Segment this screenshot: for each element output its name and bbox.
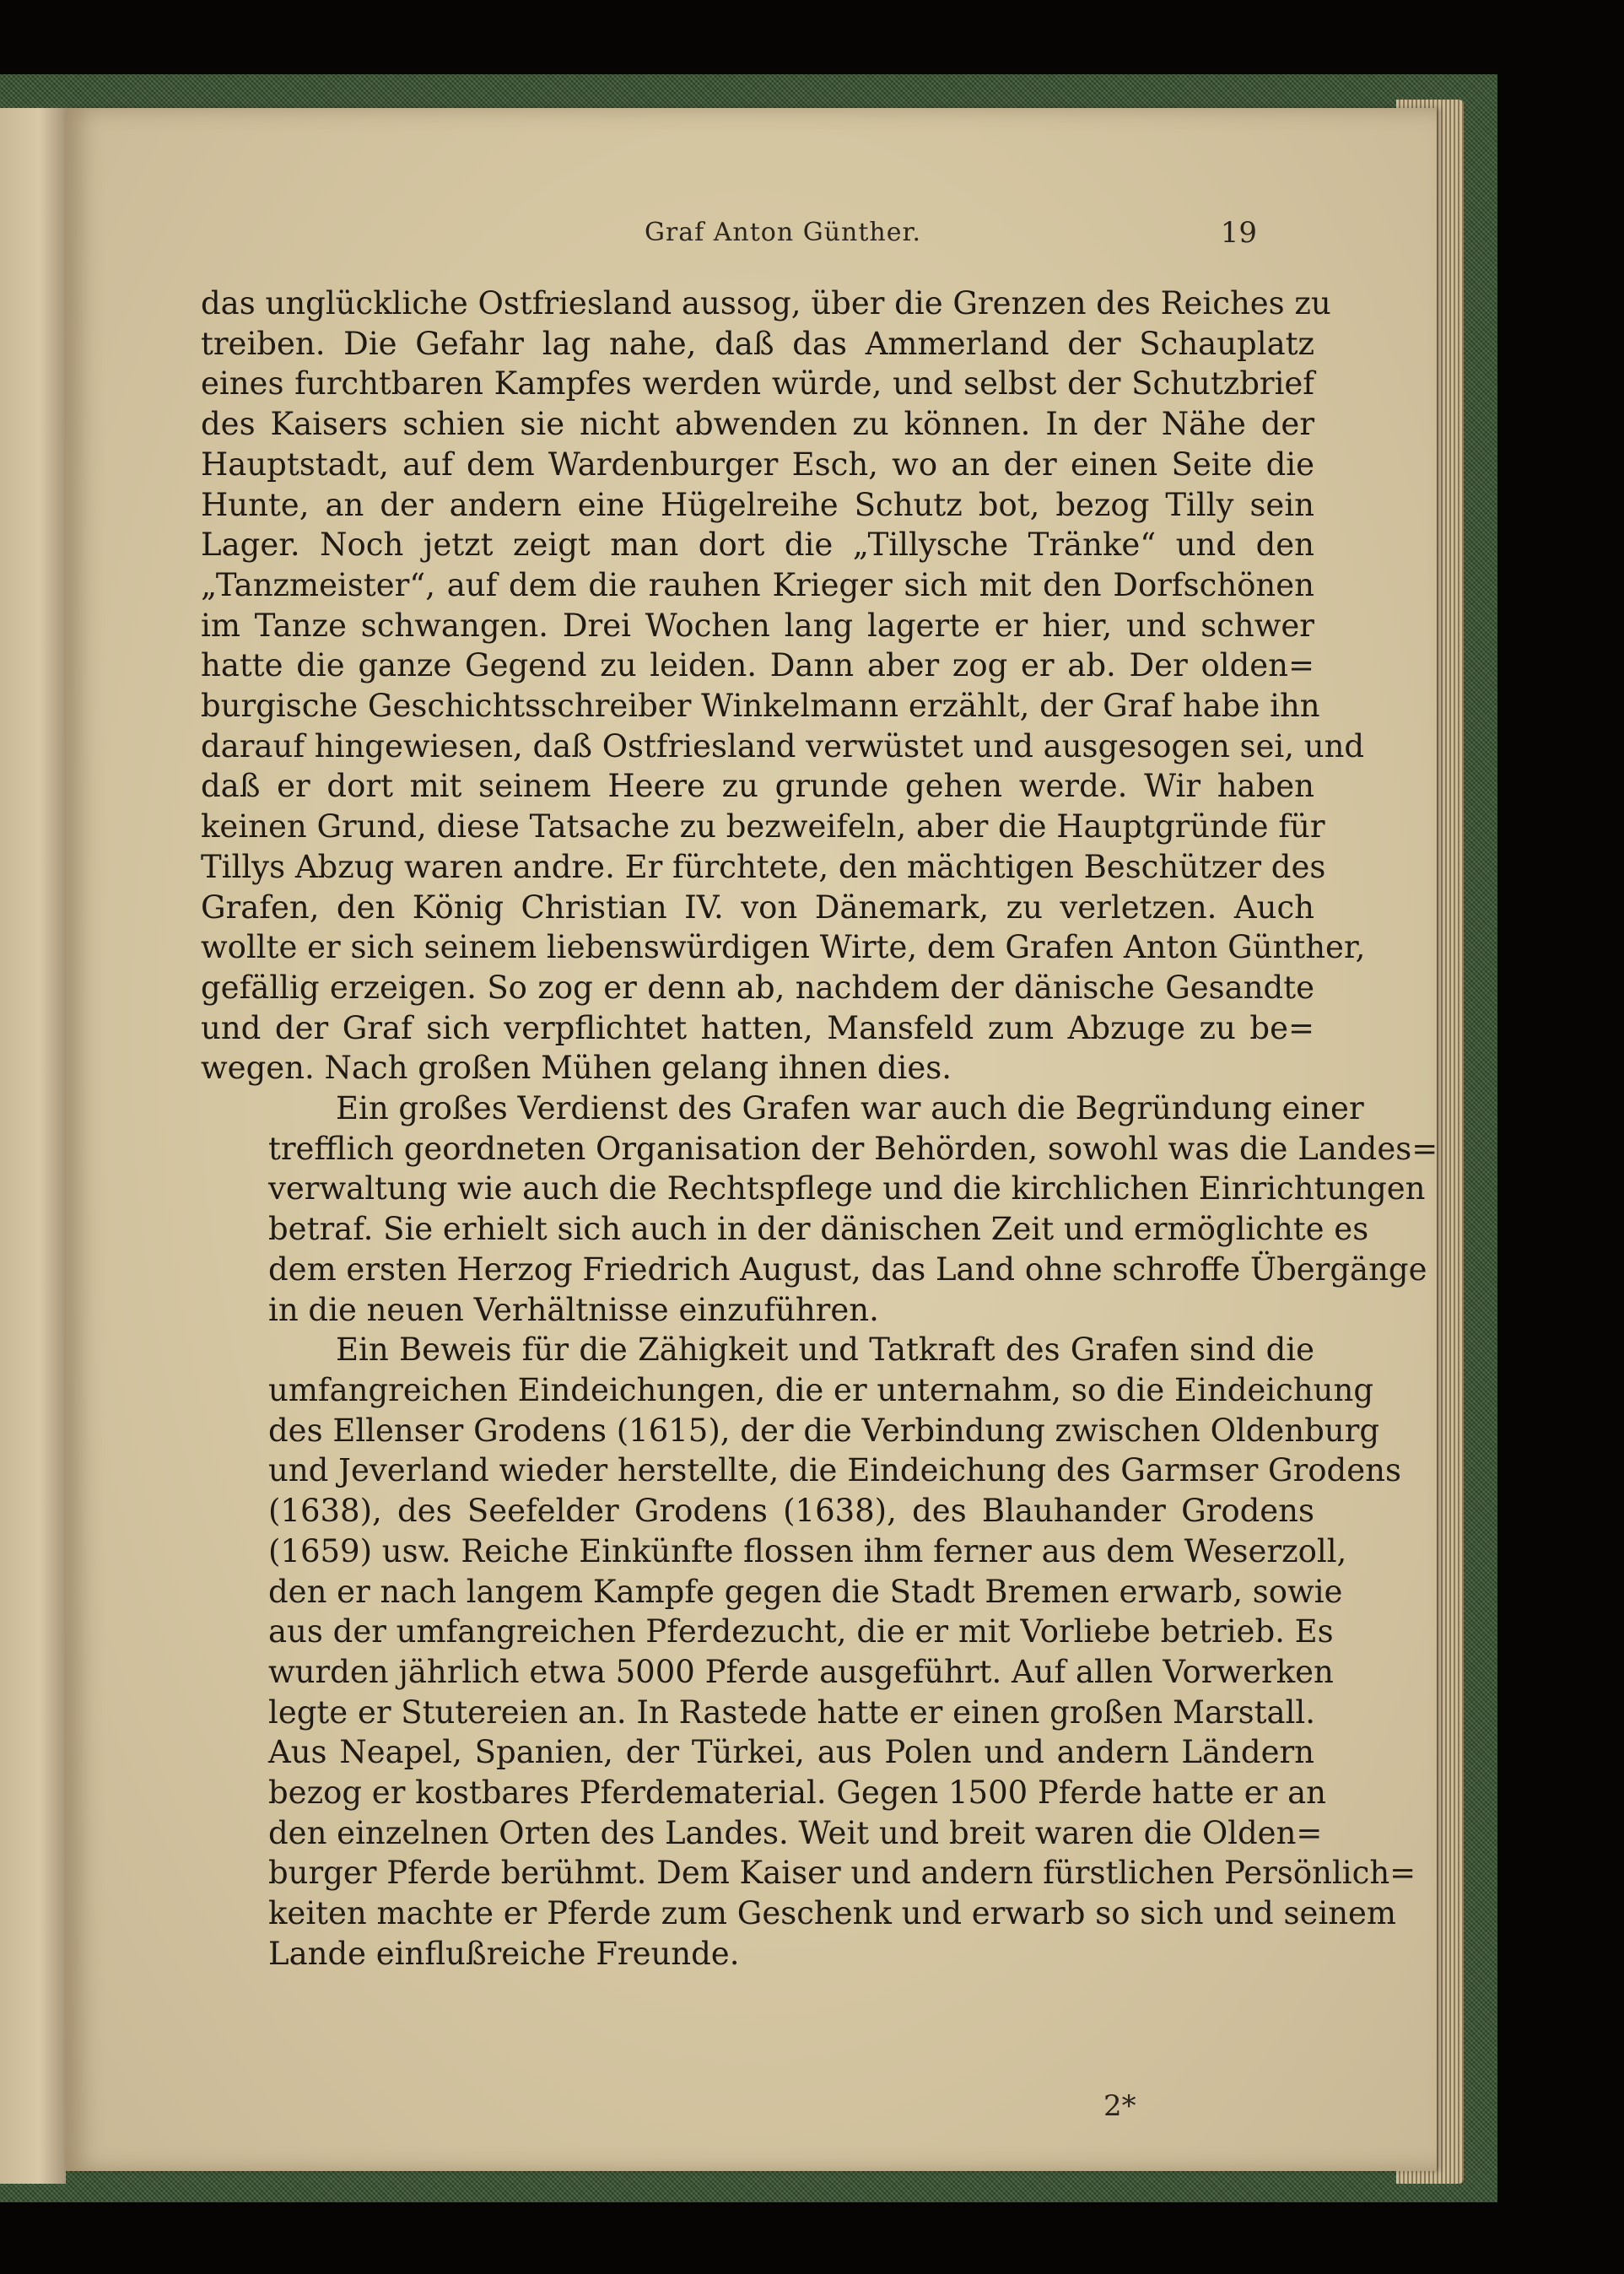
text-line: burgische Geschichtsschreiber Winkelmann erzählt, der Graf habe ihn (201, 688, 1320, 725)
text-line: den er nach langem Kampfe gegen die Stadt Bremen erwarb, sowie (268, 1573, 1343, 1610)
text-line: treiben. Die Gefahr lag nahe, daß das Ammerland der Schauplatz (201, 325, 1314, 362)
text-line: und Jeverland wieder herstellte, die Eindeichung des Garmser Grodens (268, 1452, 1401, 1489)
text-line: des Kaisers schien sie nicht abwenden zu können. In der Nähe der (201, 406, 1314, 443)
paragraph (201, 1088, 1438, 1330)
text-line: das unglückliche Ostfriesland aussog, über die Grenzen des Reiches zu (201, 285, 1331, 321)
text-line: umfangreichen Eindeichungen, die er unternahm, so die Eindeichung (268, 1371, 1374, 1408)
text-line: Aus Neapel, Spanien, der Türkei, aus Polen und andern Ländern (268, 1734, 1314, 1771)
text-line: wurden jährlich etwa 5000 Pferde ausgeführt. Auf allen Vorwerken (268, 1653, 1334, 1690)
book-page (66, 108, 1437, 2171)
signature-mark: 2* (1103, 2089, 1136, 2123)
text-line: trefflich geordneten Organisation der Behörden, sowohl was die Landes= (268, 1130, 1438, 1167)
text-line: eines furchtbaren Kampfes werden würde, und selbst der Schutzbrief (201, 365, 1314, 402)
text-line: Hunte, an der andern eine Hügelreihe Schutz bot, bezog Tilly sein (201, 486, 1314, 523)
text-line: Lande einflußreiche Freunde. (268, 1935, 740, 1972)
text-line: (1659) usw. Reiche Einkünfte flossen ihm ferner aus dem Weserzoll, (268, 1532, 1347, 1569)
text-line: den einzelnen Orten des Landes. Weit und breit waren die Olden= (268, 1814, 1323, 1851)
text-line: gefällig erzeigen. So zog er denn ab, nachdem der dänische Gesandte (201, 969, 1314, 1006)
text-line: in die neuen Verhältnisse einzuführen. (268, 1291, 879, 1328)
page-number: 19 (1220, 216, 1257, 250)
text-line: legte er Stutereien an. In Rastede hatte er einen großen Marstall. (268, 1693, 1315, 1731)
text-line: und der Graf sich verpflichtet hatten, Mansfeld zum Abzuge zu be= (201, 1009, 1314, 1046)
text-line: keinen Grund, diese Tatsache zu bezweifeln, aber die Hauptgründe für (201, 808, 1325, 845)
text-line: aus der umfangreichen Pferdezucht, die er mit Vorliebe betrieb. Es (268, 1613, 1334, 1650)
text-line: burger Pferde berühmt. Dem Kaiser und andern fürstlichen Persönlich= (268, 1855, 1416, 1892)
text-line: Grafen, den König Christian IV. von Dänemark, zu verletzen. Auch (201, 889, 1314, 926)
text-line: Ein großes Verdienst des Grafen war auch die Begründung einer (336, 1090, 1364, 1127)
text-line: (1638), des Seefelder Grodens (1638), des Blauhander Grodens (268, 1493, 1314, 1530)
text-line: daß er dort mit seinem Heere zu grunde gehen werde. Wir haben (201, 768, 1314, 805)
paragraph (201, 1330, 1416, 1974)
text-line: im Tanze schwangen. Drei Wochen lang lagerte er hier, und schwer (201, 607, 1314, 644)
text-line: Tillys Abzug waren andre. Er fürchtete, den mächtigen Beschützer des (201, 848, 1326, 885)
text-line: hatte die ganze Gegend zu leiden. Dann aber zog er ab. Der olden= (201, 647, 1314, 684)
running-header: Graf Anton Günther. (644, 218, 922, 247)
text-line: dem ersten Herzog Friedrich August, das Land ohne schroffe Übergänge (268, 1250, 1427, 1288)
text-line: keiten machte er Pferde zum Geschenk und erwarb so sich und seinem (268, 1895, 1397, 1932)
left-page-edge (0, 108, 66, 2184)
text-line: Hauptstadt, auf dem Wardenburger Esch, wo an der einen Seite die (201, 446, 1314, 483)
text-line: Ein Beweis für die Zähigkeit und Tatkraft des Grafen sind die (336, 1331, 1314, 1369)
paragraph (201, 284, 1366, 1088)
text-line: „Tanzmeister“, auf dem die rauhen Krieger sich mit den Dorfschönen (201, 566, 1314, 603)
text-line: wollte er sich seinem liebenswürdigen Wirte, dem Grafen Anton Günther, (201, 929, 1366, 966)
text-line: des Ellenser Grodens (1615), der die Verbindung zwischen Oldenburg (268, 1412, 1380, 1449)
text-line: wegen. Nach großen Mühen gelang ihnen dies. (201, 1050, 952, 1087)
text-line: Lager. Noch jetzt zeigt man dort die „Tillysche Tränke“ und den (201, 527, 1314, 564)
text-line: bezog er kostbares Pferdematerial. Gegen 1500 Pferde hatte er an (268, 1774, 1326, 1812)
text-line: darauf hingewiesen, daß Ostfriesland verwüstet und ausgesogen sei, und (201, 727, 1365, 764)
text-line: verwaltung wie auch die Rechtspflege und die kirchlichen Einrichtungen (268, 1170, 1426, 1207)
body-text (201, 284, 1438, 1974)
text-line: betraf. Sie erhielt sich auch in der dänischen Zeit und ermöglichte es (268, 1211, 1369, 1248)
